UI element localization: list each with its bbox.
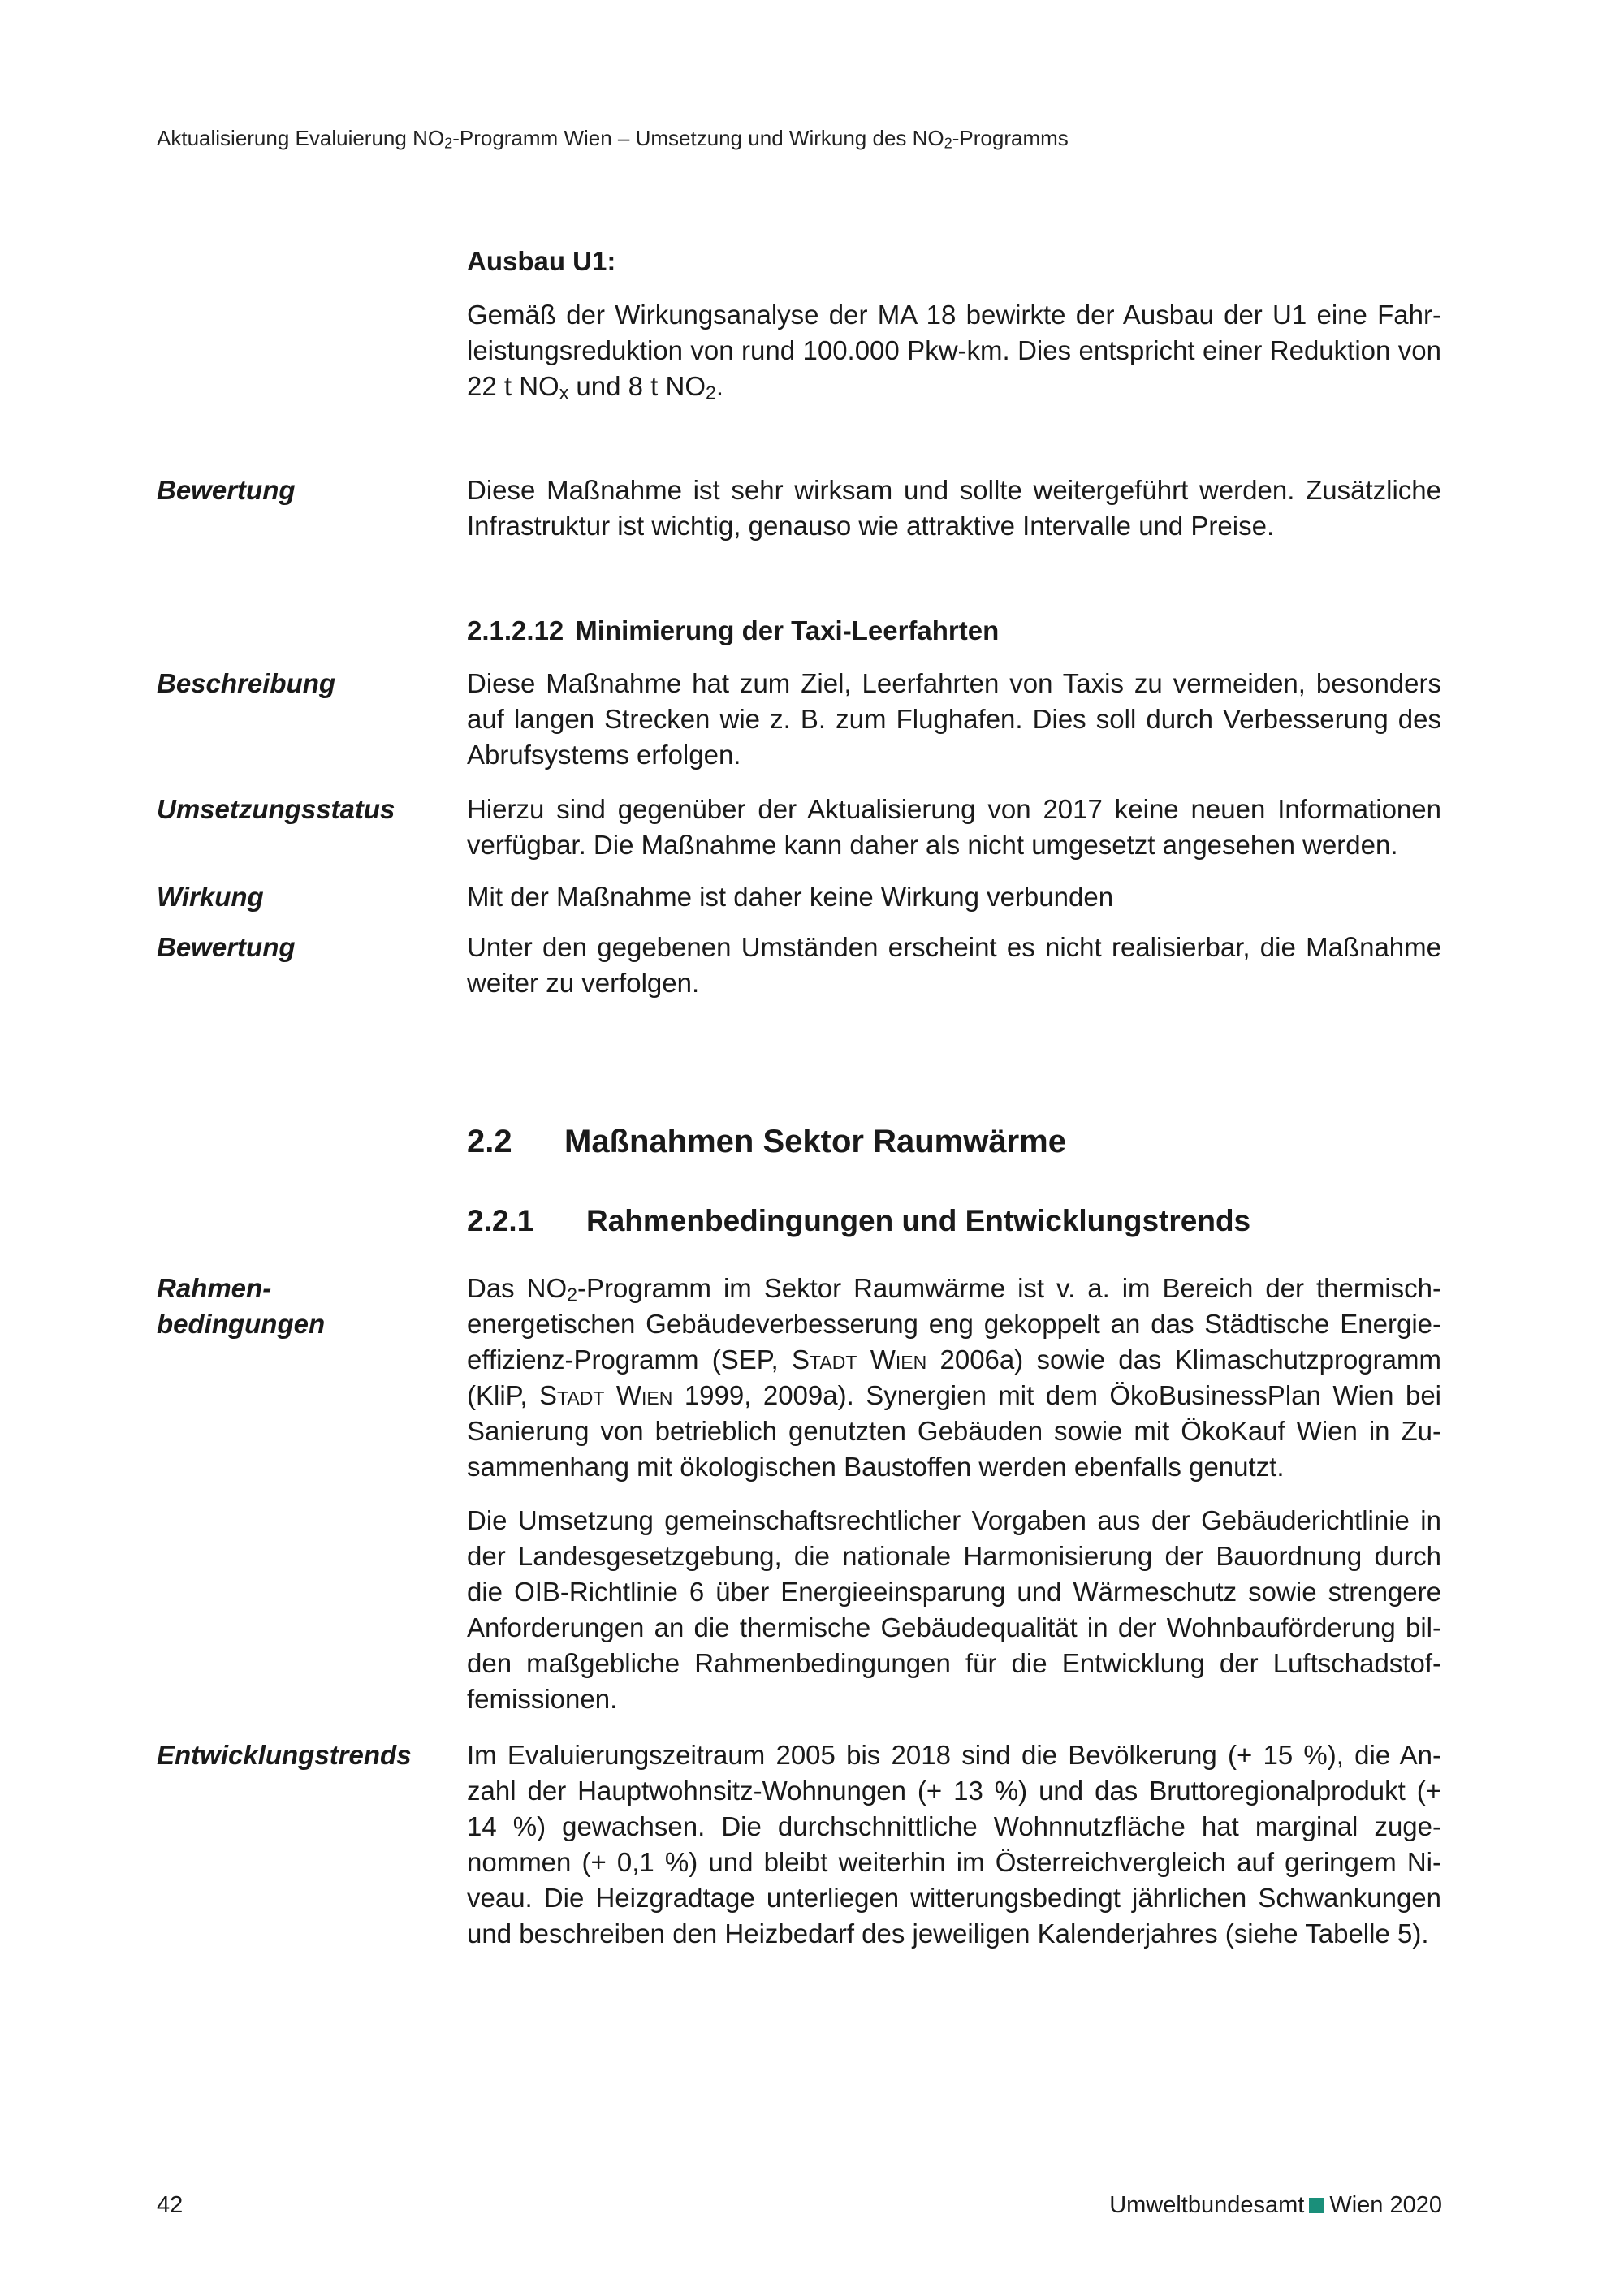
wirkung-label: Wirkung (157, 882, 264, 912)
beschreibung-label: Beschreibung (157, 668, 336, 698)
section-2-1-2-12-heading: 2.1.2.12 Minimierung der Taxi-Leerfahrten (467, 615, 1000, 645)
page-number: 42 (157, 2192, 184, 2218)
rahmenbedingungen-text-1: Das $NO_2$-Programm im Sektor Raumwärme ist v. a. im Bereich der thermisch-energetischen Gebäudeverbesserung eng gekoppelt an das Städtische Energie-effizienz-Programm (SEP, Stadt Wien 2006a) sowie das Klimaschutzprogramm (KliP, Stadt Wien 1999, 2009a). Synergien mit dem ÖkoBusinessPlan Wien bei Sanierung von betrieblich genutzten Gebäuden sowie mit ÖkoKauf Wien in Zu-sammenhang mit ökologischen Baustoffen werden ebenfalls genutzt. (467, 1273, 1441, 1482)
rahmenbedingungen-text-2: Die Umsetzung gemeinschaftsrechtlicher Vorgaben aus der Gebäuderichtlinie in der Landesgesetzgebung, die nationale Harmonisierung der Bauordnung durch die OIB-Richtlinie 6 über Energieeinsparung und Wärmeschutz sowie strengere Anforderungen an die thermische Gebäudequalität in der Wohnbauförderung bil-den maßgebliche Rahmenbedingungen für die Entwicklung der Luftschadstof-femissionen. (467, 1505, 1441, 1714)
entwicklungstrends-label: Entwicklungstrends (157, 1740, 412, 1770)
publisher-square-icon (1309, 2198, 1324, 2213)
ausbau-u1-heading: Ausbau U1: (467, 246, 616, 276)
footer-publisher: Umweltbundesamt Wien 2020 (1109, 2192, 1442, 2218)
bewertung-2-text: Unter den gegebenen Umständen erscheint es nicht realisierbar, die Maßnahme weiter zu verfolgen. (467, 932, 1441, 998)
rahmenbedingungen-label: Rahmen- bedingungen (157, 1273, 326, 1339)
bewertung-text: Diese Maßnahme ist sehr wirksam und sollte weitergeführt werden. Zusätzliche Infrastruktur ist wichtig, genauso wie attraktive Intervalle und Preise. (467, 475, 1441, 541)
entwicklungstrends-text: Im Evaluierungszeitraum 2005 bis 2018 sind die Bevölkerung (+ 15 %), die An-zahl der Hauptwohnsitz-Wohnungen (+ 13 %) und das Bruttoregionalprodukt (+ 14 %) gewachsen. Die durchschnittliche Wohnnutzfläche hat marginal zuge-nommen (+ 0,1 %) und bleibt weiterhin im Österreichvergleich auf geringem Ni-veau. Die Heizgradtage unterliegen witterungsbedingt jährlichen Schwankungen und beschreiben den Heizbedarf des jeweiligen Kalenderjahres (siehe Tabelle 5). (467, 1740, 1441, 1949)
bewertung-2-label: Bewertung (157, 932, 296, 962)
section-2-2-heading: 2.2 Maßnahmen Sektor Raumwärme (467, 1124, 1066, 1159)
umsetzungsstatus-label: Umsetzungsstatus (157, 794, 395, 824)
beschreibung-text: Diese Maßnahme hat zum Ziel, Leerfahrten von Taxis zu vermeiden, besonders auf langen Strecken wie z. B. zum Flughafen. Dies soll durch Verbesserung des Abrufsystems erfolgen. (467, 668, 1441, 770)
section-2-2-1-heading: 2.2.1 Rahmenbedingungen und Entwicklungstrends (467, 1204, 1251, 1237)
running-header: Aktualisierung Evaluierung $NO_2$-Programm Wien – Umsetzung und Wirkung des $NO_2$-Programms (157, 126, 1069, 152)
wirkung-text: Mit der Maßnahme ist daher keine Wirkung verbunden (467, 882, 1114, 912)
umsetzungsstatus-text: Hierzu sind gegenüber der Aktualisierung von 2017 keine neuen Informationen verfügbar. Die Maßnahme kann daher als nicht umgesetzt angesehen werden. (467, 794, 1441, 860)
ausbau-u1-text: Gemäß der Wirkungsanalyse der MA 18 bewirkte der Ausbau der U1 eine Fahr-leistungsreduktion von rund 100.000 Pkw-km. Dies entspricht einer Reduktion von 22 t $NO_x$ und 8 t $NO_2$. (467, 300, 1441, 404)
bewertung-label: Bewertung (157, 475, 296, 505)
